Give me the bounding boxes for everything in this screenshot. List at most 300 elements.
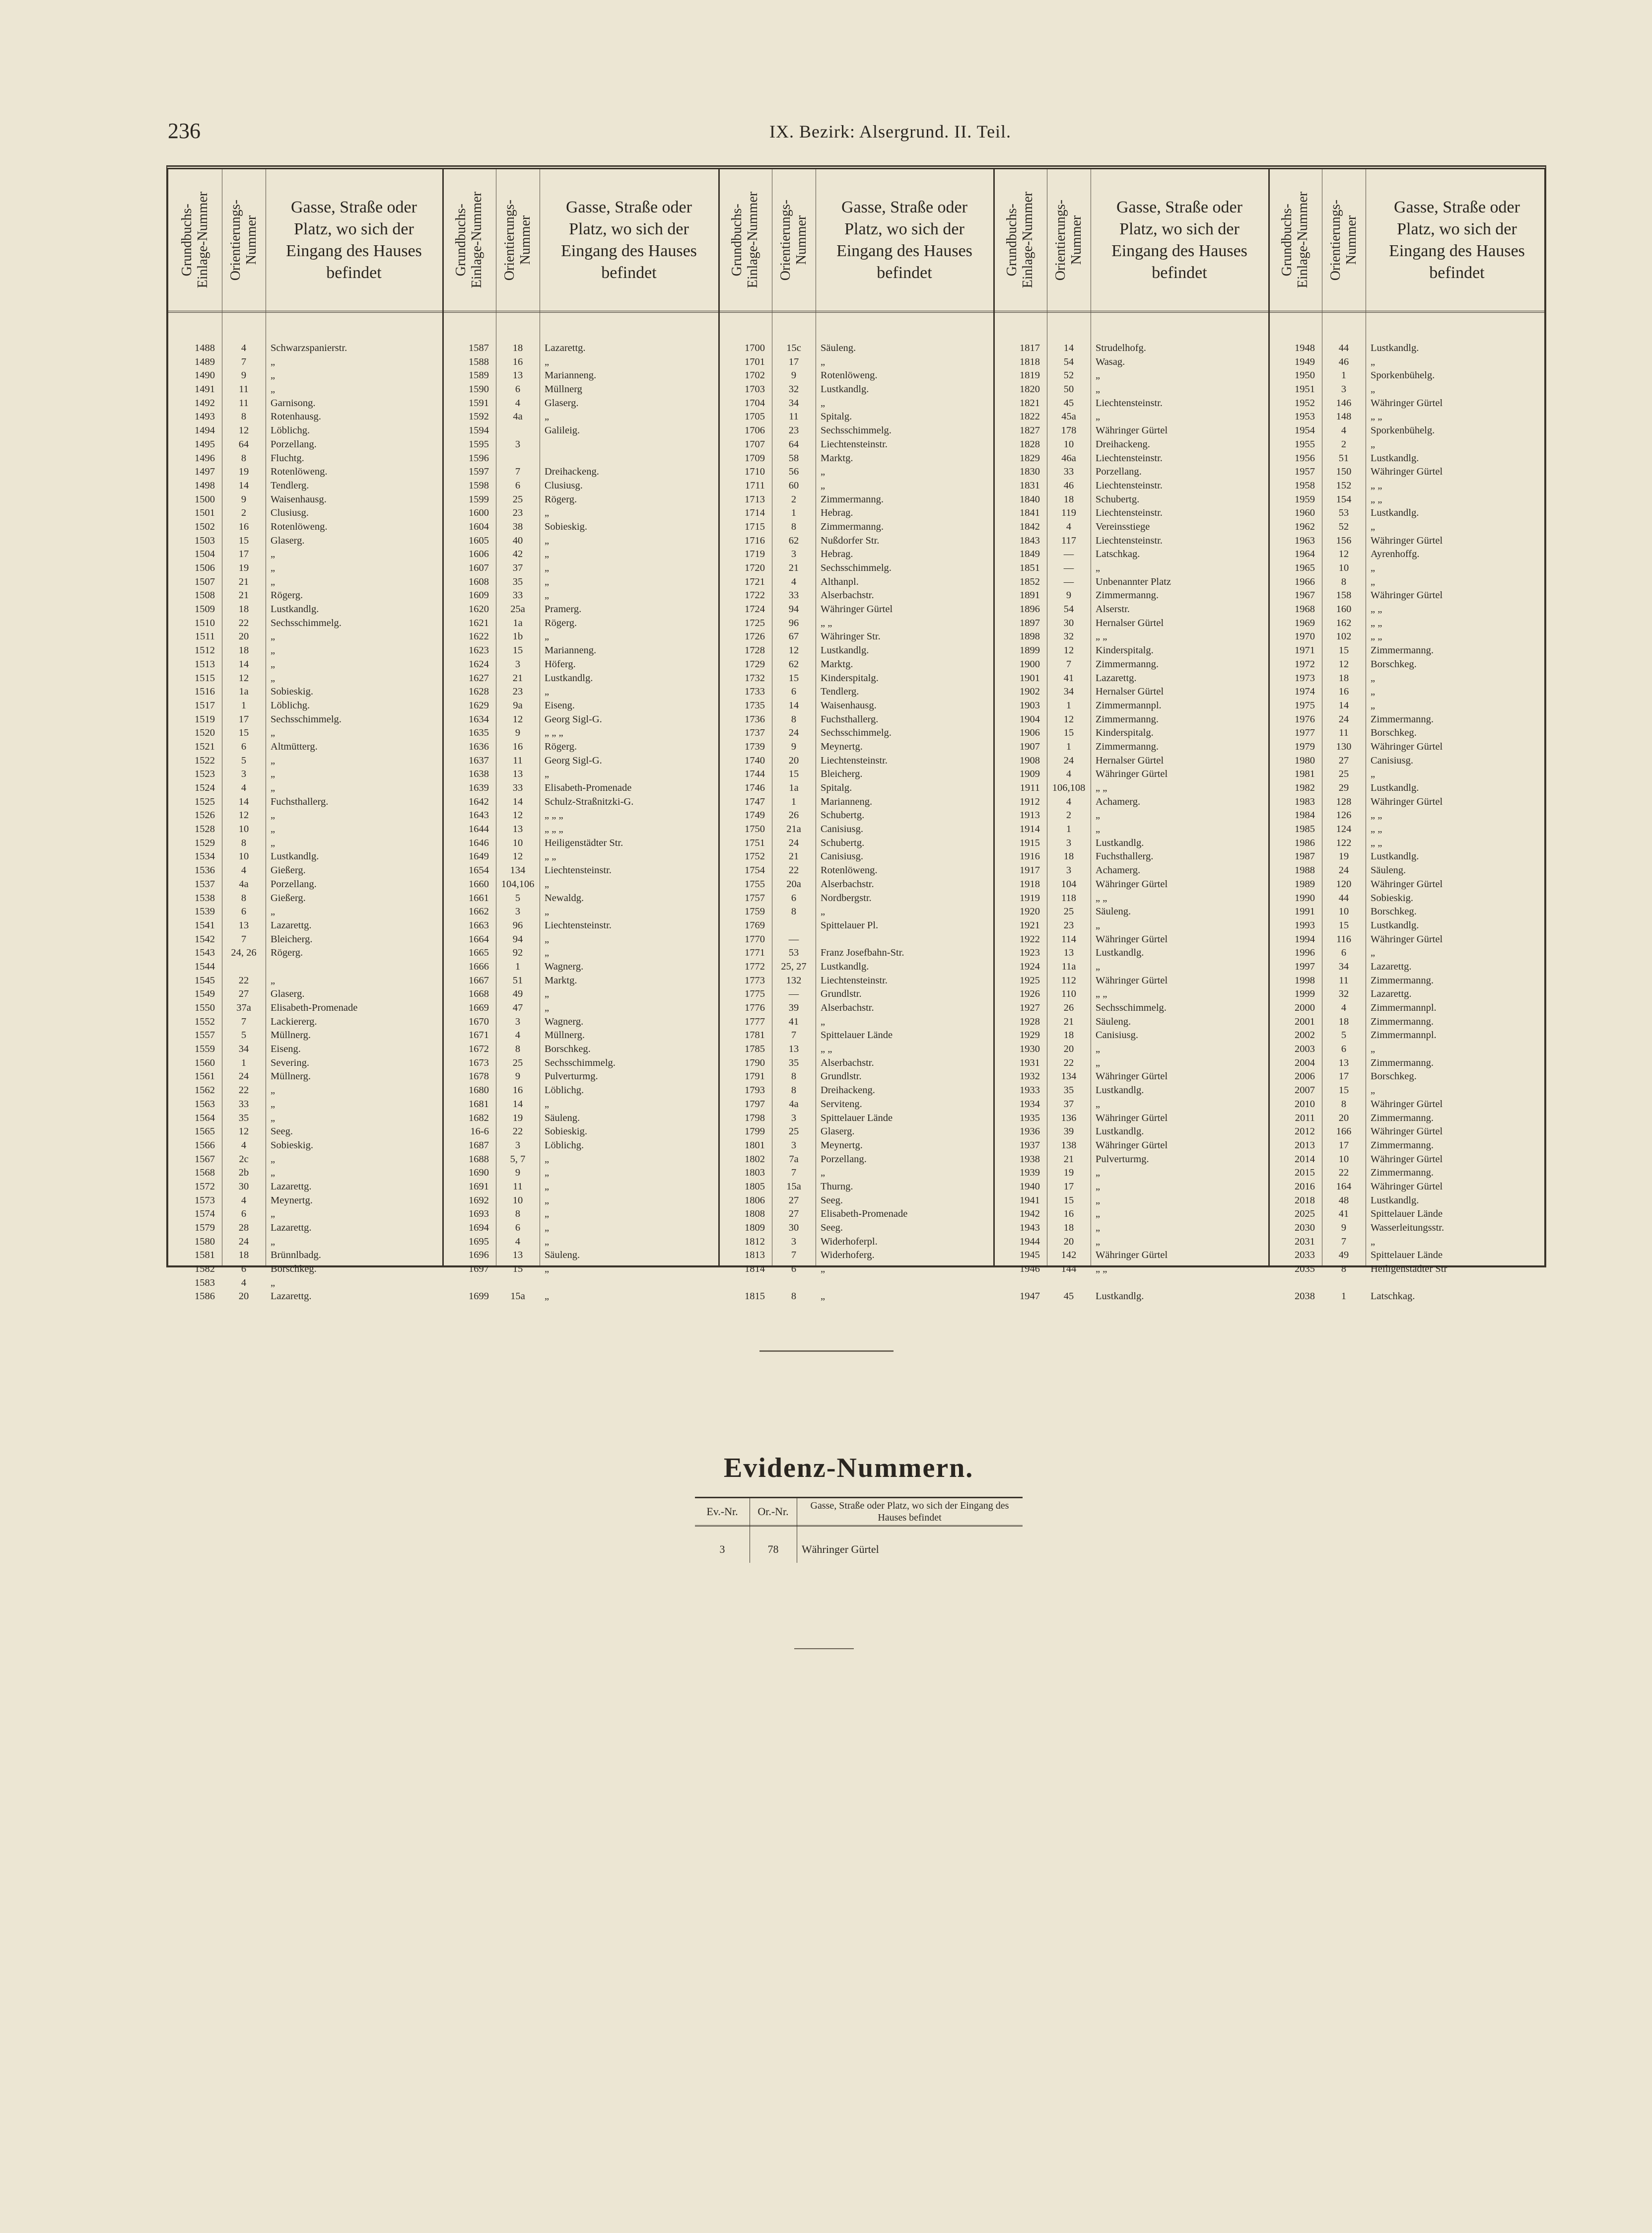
orientierungs-nummer: 6	[241, 1208, 247, 1220]
street-name: Strudelhofg.	[1096, 343, 1146, 353]
grundbuch-nummer: 1919	[1020, 892, 1040, 904]
table-row	[993, 1166, 1268, 1180]
table-row	[1268, 658, 1548, 672]
table-row	[168, 1207, 442, 1221]
grundbuch-nummer: 1663	[469, 919, 489, 931]
grundbuch-nummer: 1775	[745, 988, 765, 1000]
street-name: Lazarettg.	[1371, 961, 1412, 972]
table-row	[718, 1153, 993, 1167]
orientierungs-nummer: 12	[238, 425, 249, 436]
street-name: Latschkag.	[1371, 1291, 1415, 1302]
table-row	[168, 795, 442, 809]
street-name: Hebrag.	[821, 549, 853, 560]
grundbuch-nummer: 1906	[1020, 727, 1040, 739]
table-row	[718, 1084, 993, 1098]
orientierungs-nummer: 15	[512, 1263, 523, 1275]
table-row	[1268, 809, 1548, 823]
table-row	[993, 1139, 1268, 1153]
grundbuch-nummer: 1639	[469, 782, 489, 793]
street-name: Zimmermanng.	[1371, 1139, 1434, 1151]
orientierungs-nummer: 30	[1063, 617, 1074, 628]
grundbuch-nummer: 1596	[469, 452, 489, 464]
orientierungs-nummer: 1a	[513, 617, 523, 628]
street-name: Lustkandlg.	[821, 961, 869, 972]
street-name: Altmütterg.	[271, 741, 318, 752]
header-orientierung-label: Orientierungs- Nummer	[502, 199, 533, 281]
street-name: Zimmermanng.	[1371, 713, 1434, 725]
grundbuch-nummer: 1970	[1295, 631, 1315, 642]
street-name: Pulverturmg.	[1096, 1153, 1149, 1165]
table-row	[718, 1139, 993, 1153]
grundbuch-nummer: 1790	[745, 1057, 765, 1068]
table-row	[993, 369, 1268, 383]
table-row	[1268, 1125, 1548, 1139]
street-name: Währinger Gürtel	[1096, 1112, 1168, 1123]
table-row	[1268, 506, 1548, 520]
street-name: Bleicherg.	[821, 768, 863, 780]
orientierungs-nummer: 13	[512, 370, 523, 381]
street-name: „	[1371, 1085, 1376, 1096]
orientierungs-nummer: 15	[1338, 1085, 1349, 1096]
orientierungs-nummer: 24	[238, 1071, 249, 1082]
orientierungs-nummer: 124	[1336, 824, 1352, 835]
grundbuch-nummer: 1993	[1295, 919, 1315, 931]
street-name: Währinger Gürtel	[1371, 466, 1443, 478]
street-name: Elisabeth-Promenade	[271, 1002, 358, 1013]
grundbuch-nummer: 2015	[1295, 1167, 1315, 1179]
table-row	[168, 919, 442, 933]
street-name: „	[271, 672, 275, 684]
table-row	[168, 424, 442, 438]
street-name: Alserstr.	[1096, 604, 1130, 615]
orientierungs-nummer: 11	[239, 397, 249, 409]
grundbuch-nummer: 1713	[745, 493, 765, 505]
table-row	[1268, 438, 1548, 452]
table-row	[442, 506, 718, 520]
orientierungs-nummer: 122	[1336, 837, 1352, 848]
orientierungs-nummer: 126	[1336, 810, 1352, 821]
table-row	[168, 987, 442, 1001]
table-row	[442, 1221, 718, 1235]
table-row	[168, 506, 442, 520]
table-row	[168, 548, 442, 561]
grundbuch-nummer: 1735	[745, 699, 765, 711]
grundbuch-nummer: 1500	[195, 493, 215, 505]
orientierungs-nummer: 3	[1066, 837, 1072, 848]
table-row	[1268, 548, 1548, 561]
orientierungs-nummer: 26	[1063, 1002, 1074, 1013]
street-name: „	[1371, 699, 1376, 711]
table-row	[442, 919, 718, 933]
orientierungs-nummer: 128	[1336, 796, 1352, 807]
street-name: Porzellang.	[821, 1153, 867, 1165]
orientierungs-nummer: 9	[515, 1167, 521, 1179]
grundbuch-nummer: 1984	[1295, 810, 1315, 821]
street-name: Währinger Gürtel	[1096, 933, 1168, 945]
street-name: „	[1096, 1181, 1101, 1192]
street-name: „	[1371, 576, 1376, 587]
grundbuch-nummer: 1714	[745, 507, 765, 519]
street-name: Lazarettg.	[1371, 988, 1412, 1000]
grundbuch-nummer: 2030	[1295, 1222, 1315, 1233]
orientierungs-nummer: 49	[1338, 1250, 1349, 1261]
orientierungs-nummer: 18	[512, 343, 523, 353]
grundbuch-nummer: 1635	[469, 727, 489, 739]
street-name: „	[1096, 1208, 1101, 1220]
grundbuch-nummer: 1654	[469, 865, 489, 876]
grundbuch-nummer: 1899	[1020, 645, 1040, 656]
orientierungs-nummer: 12	[238, 810, 249, 821]
table-row	[442, 1249, 718, 1262]
street-name: Widerhoferg.	[821, 1250, 875, 1261]
table-row	[993, 713, 1268, 727]
street-name: „	[545, 1263, 550, 1275]
orientierungs-nummer: 16	[512, 1085, 523, 1096]
grundbuch-nummer: 1661	[469, 892, 489, 904]
orientierungs-nummer: 15	[238, 535, 249, 546]
table-row	[993, 1084, 1268, 1098]
orientierungs-nummer: 47	[512, 1002, 523, 1013]
grundbuch-nummer: 1736	[745, 713, 765, 725]
orientierungs-nummer: 27	[788, 1194, 799, 1206]
street-name: Canisiusg.	[821, 824, 863, 835]
grundbuch-nummer: 1719	[745, 549, 765, 560]
table-row	[168, 452, 442, 466]
street-name: „	[545, 1181, 550, 1192]
orientierungs-nummer: 4	[241, 865, 247, 876]
table-row	[442, 479, 718, 493]
grundbuch-nummer: 1897	[1020, 617, 1040, 628]
grundbuch-nummer: 1559	[195, 1044, 215, 1055]
grundbuch-nummer: 1668	[469, 988, 489, 1000]
street-name: Fuchsthallerg.	[1096, 851, 1154, 862]
evidenz-header-street: Gasse, Straße oder Platz, wo sich der Eingang des Hauses befindet	[810, 1500, 1009, 1523]
table-row	[993, 768, 1268, 781]
table-row	[442, 1001, 718, 1015]
table-row	[168, 685, 442, 699]
table-row	[718, 960, 993, 974]
street-name: Währinger Gürtel	[1371, 1181, 1443, 1192]
table-row	[442, 1125, 718, 1139]
street-name: Glaserg.	[545, 397, 579, 409]
grundbuch-nummer: 1642	[469, 796, 489, 807]
header-orientierung-label: Orientierungs- Nummer	[228, 199, 259, 281]
table-row	[718, 754, 993, 768]
grundbuch-nummer: 1638	[469, 768, 489, 780]
orientierungs-nummer: 21	[788, 562, 799, 573]
grundbuch-nummer: 1620	[469, 604, 489, 615]
table-row	[718, 1207, 993, 1221]
running-head: IX. Bezirk: Alsergrund. II. Teil.	[769, 122, 1012, 141]
street-name: Wasag.	[1096, 356, 1125, 367]
table-row	[442, 355, 718, 369]
grundbuch-nummer: 1809	[745, 1222, 765, 1233]
orientierungs-nummer: 52	[1063, 370, 1074, 381]
grundbuch-nummer: 1986	[1295, 837, 1315, 848]
table-row	[1268, 589, 1548, 603]
orientierungs-nummer: 51	[1338, 452, 1349, 464]
grundbuch-nummer: 1828	[1020, 438, 1040, 450]
street-name: „	[1096, 1222, 1101, 1233]
table-row	[993, 685, 1268, 699]
grundbuch-nummer: 1949	[1295, 356, 1315, 367]
table-row	[442, 768, 718, 781]
header-grundbuch-label: Grundbuchs- Einlage-Nummer	[729, 192, 760, 288]
orientierungs-nummer: 4	[515, 1236, 521, 1247]
orientierungs-nummer: 6	[241, 741, 247, 752]
grundbuch-nummer: 1688	[469, 1153, 489, 1165]
grundbuch-nummer: 2010	[1295, 1098, 1315, 1110]
orientierungs-nummer: 7	[515, 466, 521, 478]
evidenz-header-ev-nr: Ev.-Nr.	[706, 1505, 738, 1518]
street-name: Rögerg.	[271, 947, 303, 959]
orientierungs-nummer: 11	[239, 384, 249, 395]
header-orientierungs-nummer	[496, 169, 540, 311]
table-row	[442, 946, 718, 960]
street-name: Zimmermannpl.	[1096, 699, 1162, 711]
grundbuch-nummer: 2006	[1295, 1071, 1315, 1082]
grundbuch-nummer: 1607	[469, 562, 489, 573]
grundbuch-nummer: 1959	[1295, 493, 1315, 505]
orientierungs-nummer: 7	[241, 933, 247, 945]
street-name: Liechtensteinstr.	[1096, 452, 1163, 464]
table-row	[1268, 1084, 1548, 1098]
grundbuch-nummer: 1665	[469, 947, 489, 959]
table-row	[993, 1125, 1268, 1139]
table-row	[718, 823, 993, 837]
grundbuch-nummer: 2038	[1295, 1291, 1315, 1302]
table-row	[168, 864, 442, 878]
orientierungs-nummer: 3	[791, 549, 797, 560]
orientierungs-nummer: 15	[238, 727, 249, 739]
grundbuch-nummer: 2011	[1295, 1112, 1315, 1123]
grundbuch-nummer: 1628	[469, 686, 489, 698]
grundbuch-nummer: 1490	[195, 370, 215, 381]
table-row	[1268, 850, 1548, 864]
table-row	[1268, 452, 1548, 466]
table-row	[168, 1070, 442, 1084]
orientierungs-nummer: 12	[238, 672, 249, 684]
register-column	[993, 342, 1268, 1304]
grundbuch-nummer: 1749	[745, 810, 765, 821]
table-row	[993, 905, 1268, 919]
table-row	[442, 672, 718, 686]
table-row	[718, 630, 993, 644]
grundbuch-nummer: 1819	[1020, 370, 1040, 381]
orientierungs-nummer: 14	[1338, 699, 1349, 711]
grundbuch-nummer: 1660	[469, 878, 489, 890]
evidenz-table	[695, 1497, 1023, 1563]
table-row	[718, 1194, 993, 1208]
table-row	[168, 658, 442, 672]
table-row	[442, 1056, 718, 1070]
orientierungs-nummer: 3	[515, 438, 521, 450]
orientierungs-nummer: 12	[1063, 713, 1074, 725]
orientierungs-nummer: 11	[513, 1181, 523, 1192]
table-row	[442, 383, 718, 397]
street-name: „	[1096, 1194, 1101, 1206]
orientierungs-nummer: 166	[1336, 1126, 1352, 1137]
table-row	[718, 850, 993, 864]
orientierungs-nummer: 5	[241, 1030, 247, 1041]
orientierungs-nummer: 8	[241, 837, 247, 848]
grundbuch-nummer: 1938	[1020, 1153, 1040, 1165]
table-row	[442, 1235, 718, 1249]
grundbuch-nummer: 1580	[195, 1236, 215, 1247]
grundbuch-nummer: 1716	[745, 535, 765, 546]
table-row	[168, 410, 442, 424]
orientierungs-nummer: 24	[238, 1236, 249, 1247]
grundbuch-nummer: 1534	[195, 851, 215, 862]
grundbuch-nummer: 1821	[1020, 397, 1040, 409]
grundbuch-nummer: 1624	[469, 658, 489, 670]
street-name: Währinger Gürtel	[1096, 1071, 1168, 1082]
grundbuch-nummer: 1539	[195, 906, 215, 917]
table-row	[168, 1029, 442, 1043]
grundbuch-nummer: 1560	[195, 1057, 215, 1068]
street-name: Glaserg.	[271, 988, 305, 1000]
grundbuch-nummer: 1609	[469, 590, 489, 601]
street-name: „	[1096, 810, 1101, 821]
street-name: „	[271, 782, 275, 793]
table-row	[168, 713, 442, 727]
orientierungs-nummer: 8	[791, 1085, 797, 1096]
orientierungs-nummer: 7	[791, 1167, 797, 1179]
street-name: Müllnerg.	[271, 1071, 311, 1082]
street-name: Liechtensteinstr.	[1096, 507, 1163, 519]
grundbuch-nummer: 1773	[745, 975, 765, 986]
orientierungs-nummer: 17	[1063, 1181, 1074, 1192]
grundbuch-nummer: 1605	[469, 535, 489, 546]
street-name: „	[1096, 1057, 1101, 1068]
street-name: Seeg.	[821, 1222, 843, 1233]
table-row	[168, 946, 442, 960]
orientierungs-nummer: 35	[238, 1112, 249, 1123]
grundbuch-nummer: 1721	[745, 576, 765, 587]
table-row	[168, 603, 442, 617]
street-name: Heiligenstädter Str	[1371, 1263, 1447, 1275]
table-row	[993, 699, 1268, 713]
orientierungs-nummer: 49	[512, 988, 523, 1000]
table-row	[168, 699, 442, 713]
grundbuch-nummer: 1664	[469, 933, 489, 945]
grundbuch-nummer: 1801	[745, 1139, 765, 1151]
table-row	[1268, 919, 1548, 933]
header-grundbuch-nummer	[993, 169, 1047, 311]
grundbuch-nummer: 1946	[1020, 1263, 1040, 1275]
table-row	[993, 1015, 1268, 1029]
grundbuch-nummer: 1561	[195, 1071, 215, 1082]
orientierungs-nummer: 28	[238, 1222, 249, 1233]
header-grundbuch-nummer	[718, 169, 772, 311]
grundbuch-nummer: 1942	[1020, 1208, 1040, 1220]
orientierungs-nummer: 4a	[789, 1098, 799, 1110]
table-row	[718, 768, 993, 781]
street-name: „	[545, 906, 550, 917]
table-row	[168, 1262, 442, 1276]
grundbuch-nummer: 1769	[745, 919, 765, 931]
grundbuch-nummer: 1939	[1020, 1167, 1040, 1179]
orientierungs-nummer: 45	[1063, 397, 1074, 409]
street-name: „	[821, 466, 826, 478]
grundbuch-nummer: 1983	[1295, 796, 1315, 807]
street-name: Borschkeg.	[1371, 658, 1417, 670]
table-row	[993, 658, 1268, 672]
street-name: Zimmermanng.	[1371, 1057, 1434, 1068]
grundbuch-nummer: 1597	[469, 466, 489, 478]
street-name: Bleicherg.	[271, 933, 313, 945]
orientierungs-nummer: 15a	[510, 1291, 525, 1302]
street-name: Zimmermanng.	[1371, 975, 1434, 986]
grundbuch-nummer: 1579	[195, 1222, 215, 1233]
street-name: Zimmermanng.	[1371, 645, 1434, 656]
orientierungs-nummer: 39	[788, 1002, 799, 1013]
street-name: Marktg.	[545, 975, 577, 986]
street-name: Zimmermanng.	[821, 521, 884, 532]
orientierungs-nummer: 96	[788, 617, 799, 628]
table-row	[168, 1125, 442, 1139]
street-name: Spittelauer Pl.	[821, 919, 879, 931]
street-name: Rotenlöweng.	[271, 466, 328, 478]
table-row	[718, 644, 993, 658]
table-row	[718, 726, 993, 740]
orientierungs-nummer: 116	[1336, 933, 1351, 945]
grundbuch-nummer: 2013	[1295, 1139, 1315, 1151]
table-row	[993, 1001, 1268, 1015]
street-name: Grundlstr.	[821, 1071, 862, 1082]
table-row	[993, 823, 1268, 837]
street-name: „	[271, 810, 275, 821]
grundbuch-nummer: 1563	[195, 1098, 215, 1110]
street-name: Liechtensteinstr.	[545, 919, 612, 931]
street-name: Gießerg.	[271, 892, 306, 904]
street-name: Pramerg.	[545, 604, 582, 615]
orientierungs-nummer: 18	[238, 645, 249, 656]
evidenz-header-or-nr: Or.-Nr.	[757, 1505, 789, 1518]
orientierungs-nummer: 33	[512, 590, 523, 601]
street-name: Währinger Str.	[821, 631, 881, 642]
grundbuch-nummer: 1694	[469, 1222, 489, 1233]
grundbuch-nummer: 1629	[469, 699, 489, 711]
table-row	[718, 1180, 993, 1194]
orientierungs-nummer: 32	[1063, 631, 1074, 642]
table-row	[442, 603, 718, 617]
street-name: Liechtensteinstr.	[1096, 397, 1163, 409]
orientierungs-nummer: 46	[1063, 480, 1074, 491]
grundbuch-nummer: 1634	[469, 713, 489, 725]
street-name: Hernalser Gürtel	[1096, 755, 1164, 766]
street-name: „ „	[821, 617, 832, 628]
street-name: Währinger Gürtel	[1371, 933, 1443, 945]
orientierungs-nummer: 2	[1341, 438, 1347, 450]
orientierungs-nummer: 138	[1061, 1139, 1077, 1151]
grundbuch-nummer: 2035	[1295, 1263, 1315, 1275]
street-name: Säuleng.	[1096, 1016, 1131, 1027]
grundbuch-nummer: 1827	[1020, 425, 1040, 436]
table-row	[168, 1235, 442, 1249]
orientierungs-nummer: 50	[1063, 384, 1074, 395]
table-row	[442, 754, 718, 768]
street-name: „ „	[1096, 631, 1107, 642]
table-row	[718, 355, 993, 369]
orientierungs-nummer: 46a	[1061, 452, 1076, 464]
table-row	[1268, 823, 1548, 837]
table-row	[993, 1207, 1268, 1221]
table-row	[718, 534, 993, 548]
table-row	[718, 658, 993, 672]
street-name: „	[545, 1236, 550, 1247]
orientierungs-nummer: 92	[512, 947, 523, 959]
